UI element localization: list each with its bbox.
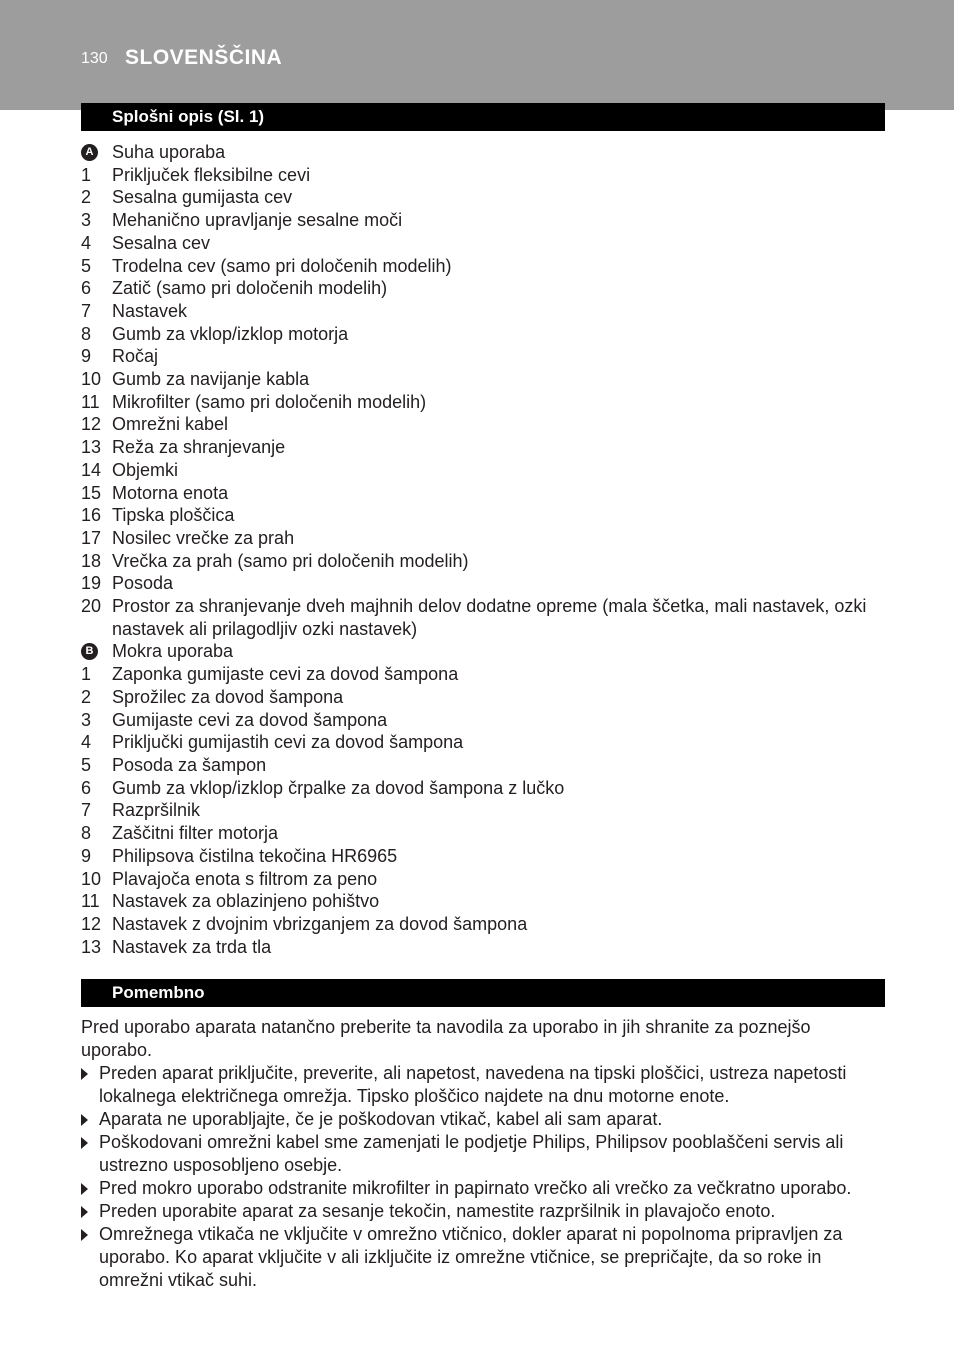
list-item <box>81 686 885 709</box>
section-heading-important: Pomembno <box>81 979 885 1007</box>
item-number: 5 <box>81 255 92 276</box>
item-number: 4 <box>81 232 92 253</box>
item-number: 10 <box>81 868 102 889</box>
item-number: 19 <box>81 573 102 594</box>
group-heading <box>81 141 885 164</box>
item-number: 13 <box>81 437 102 458</box>
list-item <box>81 232 885 255</box>
item-text: Sesalna cev <box>112 232 211 253</box>
item-text: Nastavek <box>112 300 188 321</box>
list-item <box>81 890 885 913</box>
item-text: Philipsova čistilna tekočina HR6965 <box>112 845 398 866</box>
list-item <box>81 413 885 436</box>
item-number: 6 <box>81 278 92 299</box>
list-item <box>81 186 885 209</box>
item-text: Plavajoča enota s filtrom za peno <box>112 868 378 889</box>
item-text: Gumb za vklop/izklop motorja <box>112 323 349 344</box>
item-number: 15 <box>81 482 102 503</box>
warning-text: Poškodovani omrežni kabel sme zamenjati le podjetje Philips, Philipsov pooblaščeni servis ali ustrezno usposobljeno osebje. <box>99 1132 844 1175</box>
item-number: 10 <box>81 369 102 390</box>
item-text: Gumb za navijanje kabla <box>112 369 310 390</box>
group-badge: A <box>81 144 98 161</box>
list-item <box>81 845 885 868</box>
list-item <box>81 822 885 845</box>
warning-item <box>81 1108 885 1131</box>
list-item <box>81 368 885 391</box>
group-heading <box>81 640 885 663</box>
list-item <box>81 255 885 278</box>
list-item <box>81 209 885 232</box>
group-label: Suha uporaba <box>112 142 226 162</box>
item-text: Zatič (samo pri določenih modelih) <box>112 278 388 299</box>
item-number: 3 <box>81 709 92 730</box>
warning-item <box>81 1223 885 1292</box>
parts-list <box>81 141 885 958</box>
warning-item <box>81 1062 885 1108</box>
item-number: 4 <box>81 732 92 753</box>
warning-list <box>81 1062 885 1292</box>
bullet-arrow-icon <box>81 1137 88 1149</box>
item-text: Zaščitni filter motorja <box>112 823 279 844</box>
item-number: 8 <box>81 823 92 844</box>
item-text: Nosilec vrečke za prah <box>112 527 295 548</box>
item-number: 7 <box>81 300 92 321</box>
item-text: Mikrofilter (samo pri določenih modelih) <box>112 391 427 412</box>
bullet-arrow-icon <box>81 1206 88 1218</box>
item-number: 8 <box>81 323 92 344</box>
bullet-arrow-icon <box>81 1183 88 1195</box>
item-number: 17 <box>81 527 102 548</box>
list-item <box>81 164 885 187</box>
list-item <box>81 595 885 640</box>
item-text: Prostor za shranjevanje dveh majhnih delov dodatne opreme (mala ščetka, mali nastavek, ozki nastavek ali prilagodljiv ozki nastavek) <box>112 596 867 639</box>
item-text: Gumb za vklop/izklop črpalke za dovod šampona z lučko <box>112 777 565 798</box>
page-number: 130 <box>81 50 108 67</box>
list-item <box>81 913 885 936</box>
item-number: 11 <box>81 391 100 412</box>
list-item <box>81 482 885 505</box>
item-text: Ročaj <box>112 346 159 367</box>
item-number: 12 <box>81 913 102 934</box>
item-number: 2 <box>81 187 92 208</box>
list-item <box>81 504 885 527</box>
list-item <box>81 754 885 777</box>
bullet-arrow-icon <box>81 1229 88 1241</box>
group-label: Mokra uporaba <box>112 641 234 662</box>
item-text: Posoda <box>112 573 174 594</box>
item-number: 2 <box>81 686 92 707</box>
item-number: 5 <box>81 754 92 775</box>
list-item <box>81 936 885 959</box>
item-number: 18 <box>81 550 102 571</box>
item-text: Sprožilec za dovod šampona <box>112 686 344 707</box>
list-item <box>81 527 885 550</box>
item-text: Zaponka gumijaste cevi za dovod šampona <box>112 664 459 685</box>
section-heading-general-description: Splošni opis (Sl. 1) <box>81 103 885 131</box>
item-number: 20 <box>81 596 102 617</box>
warning-text: Preden aparat priključite, preverite, ali napetost, navedena na tipski ploščici, ustreza napetosti lokalnega električnega omrežja. Tipsko ploščico najdete na dnu motorne enote. <box>99 1063 847 1106</box>
bullet-arrow-icon <box>81 1068 88 1080</box>
item-text: Nastavek za oblazinjeno pohištvo <box>112 891 380 912</box>
list-item <box>81 345 885 368</box>
list-item <box>81 391 885 414</box>
list-item <box>81 277 885 300</box>
item-text: Nastavek z dvojnim vbrizganjem za dovod šampona <box>112 913 528 934</box>
item-text: Trodelna cev (samo pri določenih modelih) <box>112 255 452 276</box>
warning-item <box>81 1177 885 1200</box>
item-number: 1 <box>81 164 92 185</box>
item-text: Reža za shranjevanje <box>112 437 286 458</box>
item-number: 7 <box>81 800 92 821</box>
intro-paragraph: Pred uporabo aparata natančno preberite ta navodila za uporabo in jih shranite za poznejšo uporabo. <box>81 1017 811 1060</box>
list-item <box>81 709 885 732</box>
language-title: SLOVENŠČINA <box>125 46 283 69</box>
bullet-arrow-icon <box>81 1114 88 1126</box>
list-item <box>81 663 885 686</box>
item-text: Objemki <box>112 459 179 480</box>
header-band <box>0 0 954 110</box>
list-item <box>81 550 885 573</box>
item-text: Vrečka za prah (samo pri določenih modelih) <box>112 550 469 571</box>
item-number: 11 <box>81 891 100 912</box>
list-item <box>81 572 885 595</box>
list-item <box>81 323 885 346</box>
item-text: Sesalna gumijasta cev <box>112 187 293 208</box>
list-item <box>81 459 885 482</box>
warning-item <box>81 1131 885 1177</box>
item-text: Motorna enota <box>112 482 229 503</box>
item-text: Mehanično upravljanje sesalne moči <box>112 210 403 231</box>
item-number: 13 <box>81 936 102 957</box>
warning-text: Pred mokro uporabo odstranite mikrofilter in papirnato vrečko ali vrečko za večkratno uporabo. <box>99 1178 852 1198</box>
item-text: Posoda za šampon <box>112 754 267 775</box>
warning-text: Aparata ne uporabljajte, če je poškodovan vtikač, kabel ali sam aparat. <box>99 1109 663 1129</box>
list-item <box>81 799 885 822</box>
item-text: Omrežni kabel <box>112 414 229 435</box>
item-text: Razpršilnik <box>112 800 201 821</box>
item-number: 14 <box>81 459 102 480</box>
item-text: Nastavek za trda tla <box>112 936 272 957</box>
item-number: 3 <box>81 210 92 231</box>
item-text: Gumijaste cevi za dovod šampona <box>112 709 388 730</box>
item-number: 9 <box>81 346 92 367</box>
list-item <box>81 436 885 459</box>
list-item <box>81 868 885 891</box>
item-text: Tipska ploščica <box>112 505 235 526</box>
warning-text: Omrežnega vtikača ne vključite v omrežno vtičnico, dokler aparat ni popolnoma pripravljen za uporabo. Ko aparat vključite v ali izključite iz omrežne vtičnice, se prepričajte, da so roke in omrežni vtikač suhi. <box>99 1224 843 1290</box>
item-number: 16 <box>81 505 102 526</box>
list-item <box>81 731 885 754</box>
group-badge: B <box>81 643 98 660</box>
item-number: 1 <box>81 664 92 685</box>
item-number: 12 <box>81 414 102 435</box>
warning-text: Preden uporabite aparat za sesanje tekočin, namestite razpršilnik in plavajočo enoto. <box>99 1201 776 1221</box>
list-item <box>81 777 885 800</box>
item-text: Priključek fleksibilne cevi <box>112 164 311 185</box>
warning-item <box>81 1200 885 1223</box>
list-item <box>81 300 885 323</box>
item-number: 9 <box>81 845 92 866</box>
item-text: Priključki gumijastih cevi za dovod šampona <box>112 732 464 753</box>
item-number: 6 <box>81 777 92 798</box>
